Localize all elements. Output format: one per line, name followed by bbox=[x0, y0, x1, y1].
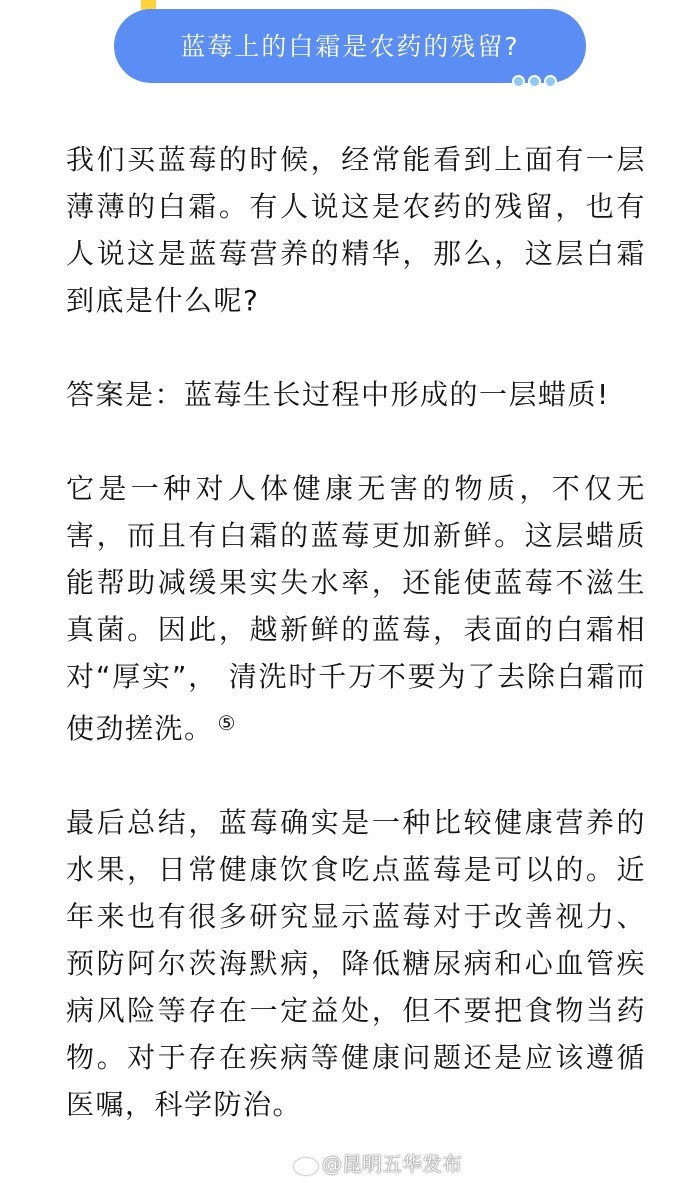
paragraph-explanation-text: 它是一种对人体健康无害的物质，不仅无害，而且有白霜的蓝莓更加新鲜。这层蜡质能帮助减缓果实失水率，还能使蓝莓不滋生真菌。因此，越新鲜的蓝莓，表面的白霜相对“厚实”， 清洗时千万不要为了去除白霜而使劲搓洗。 bbox=[66, 472, 646, 745]
title-banner bbox=[114, 9, 586, 83]
watermark bbox=[292, 1148, 462, 1177]
decorative-dots bbox=[512, 75, 557, 88]
dot-icon bbox=[512, 75, 525, 88]
paragraph-answer: 答案是：蓝莓生长过程中形成的一层蜡质! bbox=[66, 378, 610, 411]
article-header bbox=[0, 0, 700, 95]
paragraph-explanation bbox=[66, 465, 646, 752]
weibo-icon bbox=[292, 1154, 318, 1172]
article-body bbox=[66, 136, 646, 1128]
page-title: 蓝莓上的白霜是农药的残留? bbox=[180, 32, 520, 61]
dot-icon bbox=[528, 75, 541, 88]
dot-icon bbox=[544, 75, 557, 88]
citation-mark: ⑤ bbox=[217, 711, 237, 735]
paragraph-summary: 最后总结，蓝莓确实是一种比较健康营养的水果，日常健康饮食吃点蓝莓是可以的。近年来也有很多研究显示蓝莓对于改善视力、预防阿尔茨海默病，降低糖尿病和心血管疾病风险等存在一定益处，但不要把食物当药物。对于存在疾病等健康问题还是应该遵循医嘱，科学防治。 bbox=[66, 806, 646, 1121]
paragraph-question: 我们买蓝莓的时候，经常能看到上面有一层薄薄的白霜。有人说这是农药的残留，也有人说这是蓝莓营养的精华，那么，这层白霜到底是什么呢? bbox=[66, 143, 646, 317]
watermark-text: @昆明五华发布 bbox=[322, 1152, 462, 1176]
